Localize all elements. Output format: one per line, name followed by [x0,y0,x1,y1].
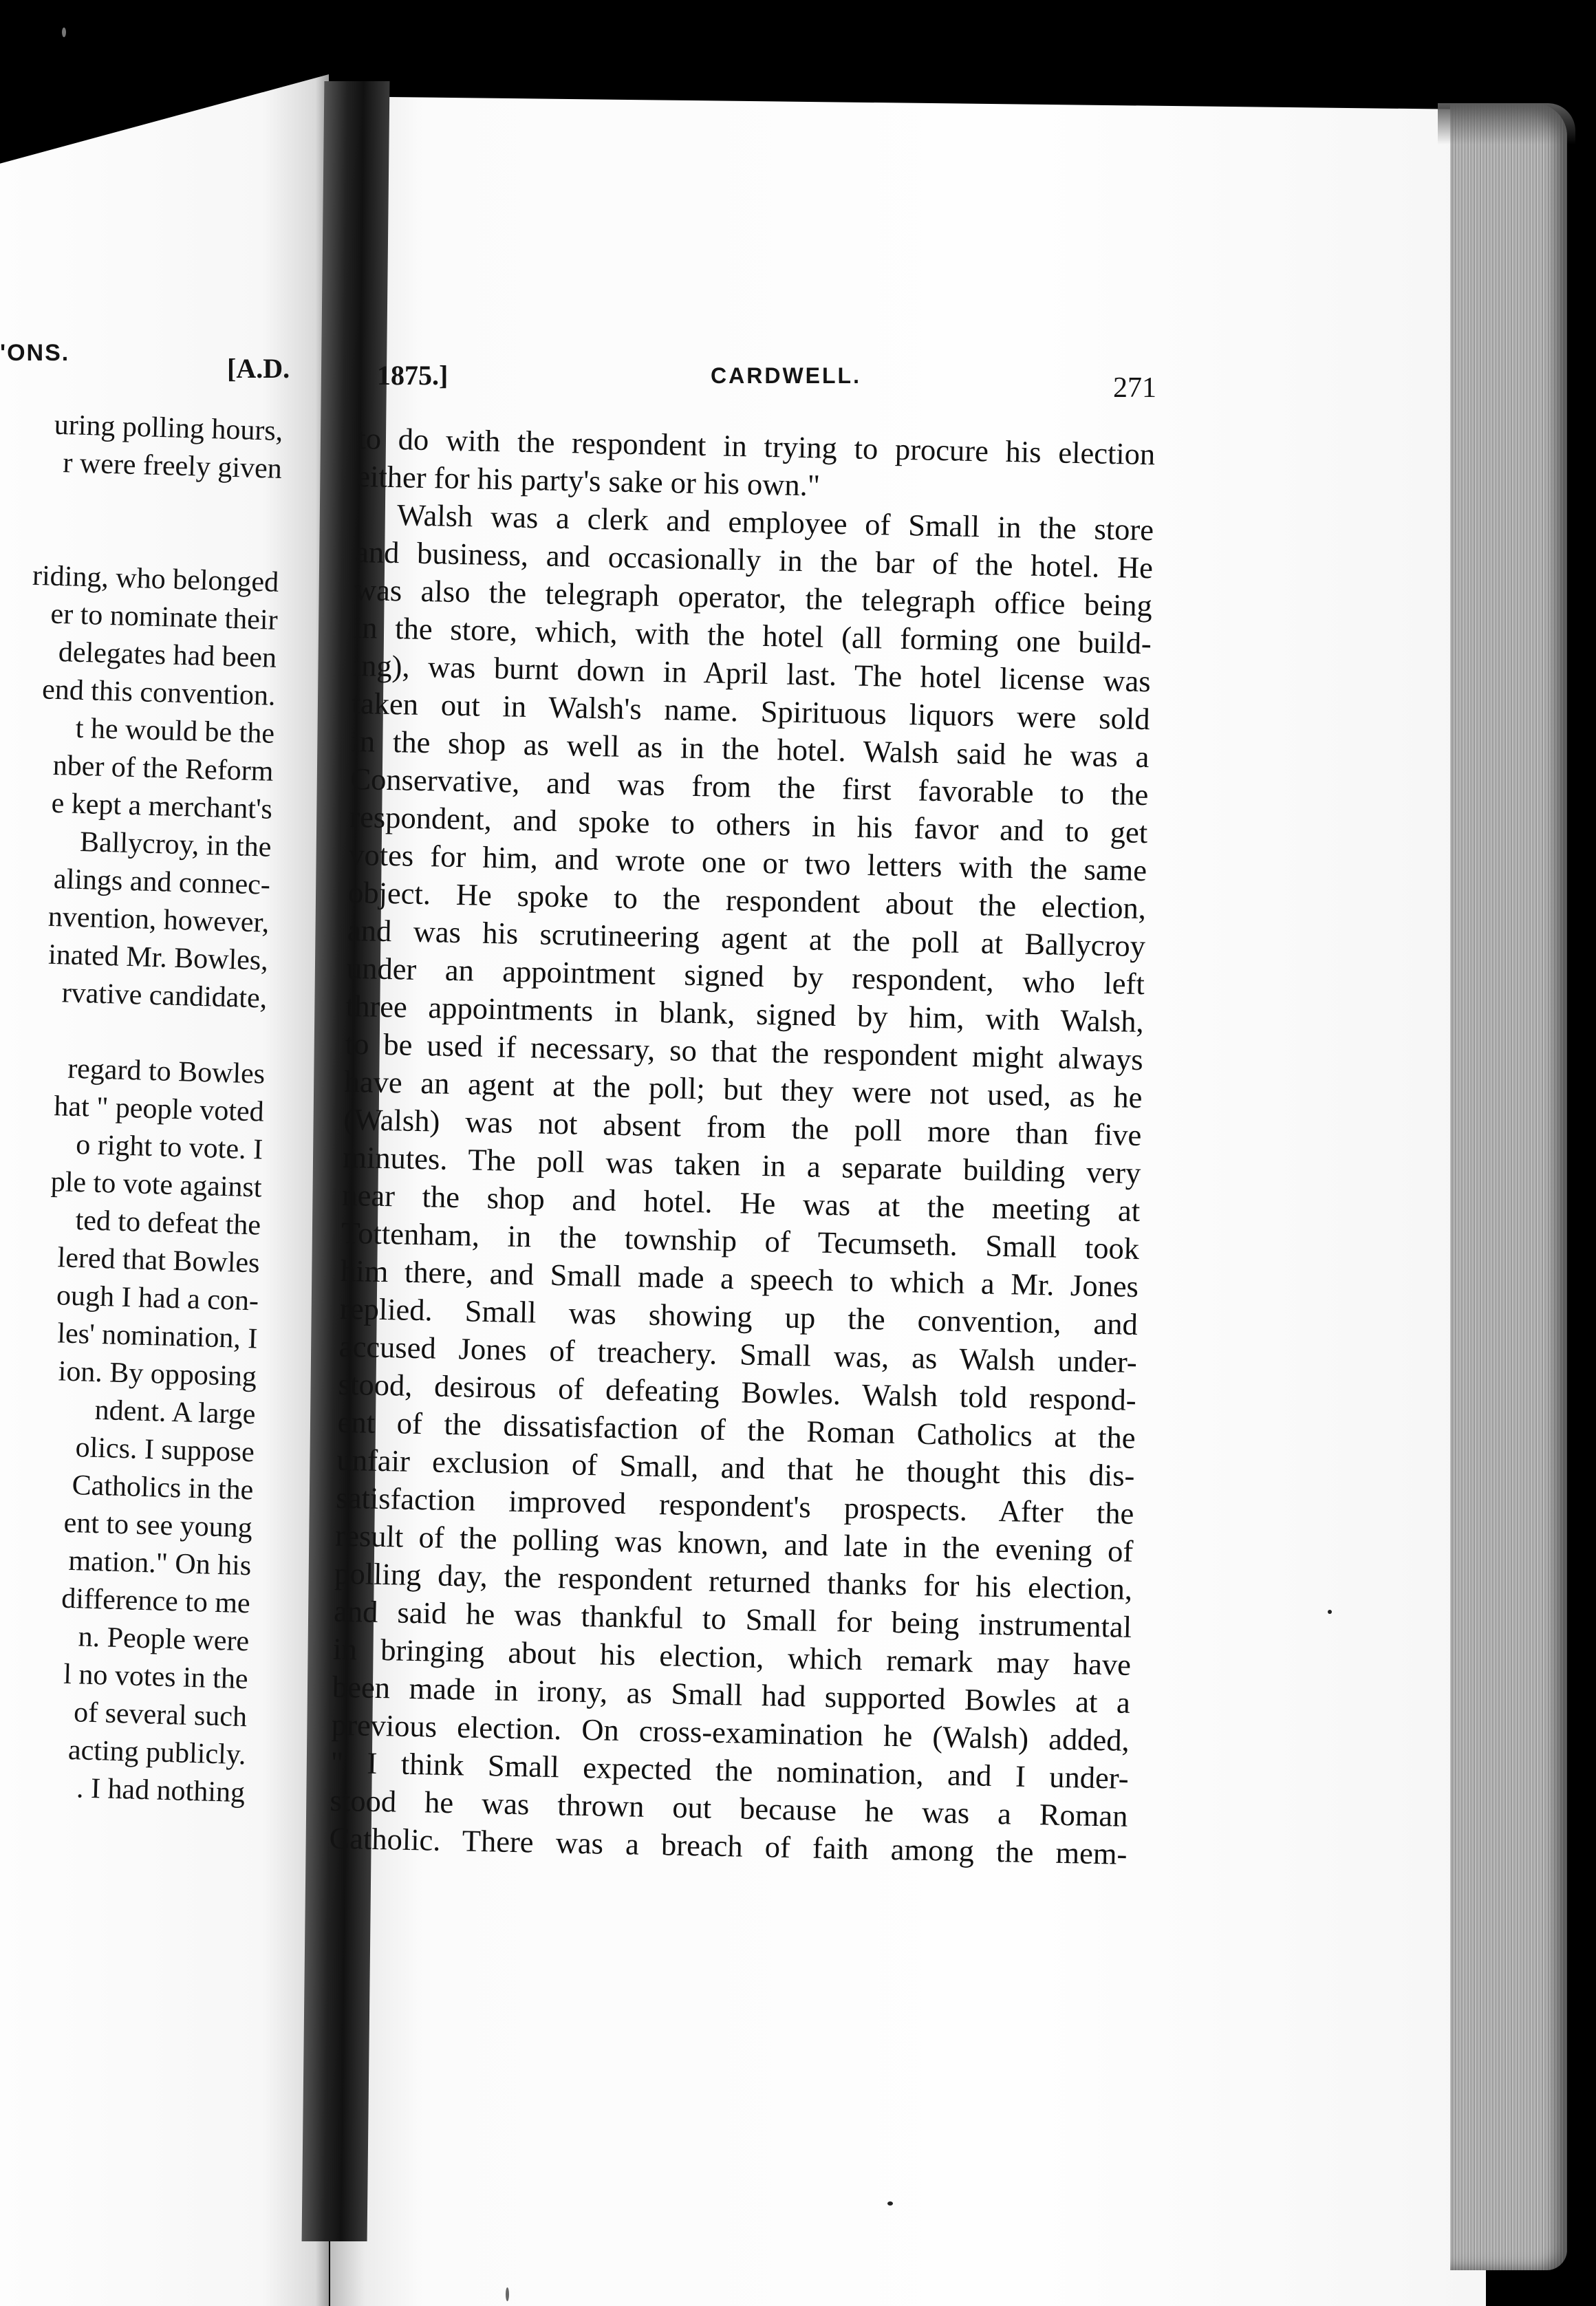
right-text-line: minutes. The poll was taken in a separate building very [342,1139,1141,1191]
left-text-line: r were freely given [62,447,283,485]
right-text-line: and was his scrutineering agent at the poll at Ballycroy [347,912,1146,964]
left-text-line: Catholics in the [72,1469,254,1507]
right-text-line: object. He spoke to the respondent about the election, [347,874,1147,926]
right-text-line: replied. Small was showing up the convention, and [339,1291,1139,1342]
left-text-line: nvention, however, [47,901,270,939]
left-text-line: o right to vote. I [75,1129,263,1166]
scan-speck [506,2287,509,2301]
right-text-line: Tottenham, in the township of Tecumseth. Small took [341,1215,1140,1267]
left-running-head-era: [A.D. [227,353,290,384]
right-text-line: to be used if necessary, so that the respondent might always [345,1026,1144,1077]
right-text-line: Conservative, and was from the first favorable to the [350,761,1149,812]
right-text-line: unfair exclusion of Small, and that he thought this dis- [336,1442,1135,1493]
right-text-line: taken out in Walsh's name. Spirituous liquors were sold [352,685,1150,737]
left-text-line: ple to vote against [50,1166,263,1204]
left-text-line: t he would be the [75,712,275,750]
right-running-head-year: 1875.] [377,360,449,391]
left-text-line: ted to defeat the [75,1205,261,1242]
left-text-line: ndent. A large [94,1394,256,1431]
right-text-line: and business, and occasionally in the bar of the hotel. He [354,534,1154,585]
right-text-line: him there, and Small made a speech to which a Mr. Jones [340,1253,1139,1304]
scan-speck [1328,1610,1332,1614]
fore-edge-shadow [1438,103,1575,144]
left-text-line: riding, who belonged [32,559,279,599]
left-text-line: inated Mr. Bowles, [47,938,269,977]
scan-speck [62,28,66,37]
right-text-line: in the shop as well as in the hotel. Walsh said he was a [351,723,1150,775]
left-text-line: ion. By opposing [58,1355,257,1393]
left-page-text [0,399,283,1812]
left-text-line: end this convention. [41,674,277,712]
right-text-line: was also the telegraph operator, the telegraph office being [354,572,1153,623]
left-text-line: . I had nothing [76,1772,246,1809]
right-text-line: votes for him, and wrote one or two letters with the same [348,837,1147,888]
left-text-line: rvative candidate, [61,977,268,1015]
right-text-line: polling day, the respondent returned thanks for his election, [334,1555,1133,1606]
right-text-line: Walsh was a clerk and employee of Small in the store [396,497,1154,548]
right-text-line: either for his party's sake or his own." [356,458,821,503]
left-text-line: er to nominate their [50,598,279,636]
right-text-line: result of the polling was known, and late in the evening of [334,1518,1134,1569]
left-text-line: delegates had been [58,636,277,674]
left-text-line: alings and connec- [53,863,271,901]
left-text-line: lered that Bowles [57,1242,261,1280]
left-text-line: difference to me [61,1582,251,1620]
left-text-line: ent to see young [63,1507,253,1544]
left-text-line: e kept a merchant's [51,787,273,826]
right-text-line: have an agent at the poll; but they were not used, as he [344,1064,1143,1115]
right-page-text [329,420,1156,1873]
page-number: 271 [1113,372,1156,404]
left-text-line: acting publicly. [67,1734,247,1771]
left-text-line: n. People were [78,1621,250,1658]
right-text-line: three appointments in blank, signed by him, with Walsh, [345,988,1145,1039]
right-text-line: stood, desirous of defeating Bowles. Walsh told respond- [338,1366,1137,1417]
left-text-line: les' nomination, I [56,1317,259,1355]
right-text-line: satisfaction improved respondent's prospects. After the [336,1480,1134,1531]
right-text-line: ent of the dissatisfaction of the Roman Catholics at the [337,1404,1136,1455]
left-text-line: mation." On his [67,1544,252,1582]
right-text-line: ing), was burnt down in April last. The hotel license was [352,647,1152,699]
left-text-line: olics. I suppose [75,1432,255,1469]
right-text-line: stood he was thrown out because he was a Roman [330,1782,1128,1833]
left-text-line: uring polling hours, [54,409,283,447]
right-text-line: near the shop and hotel. He was at the meeting at [341,1177,1141,1229]
page-fore-edge [1450,103,1567,2270]
left-text-line: of several such [73,1696,248,1734]
right-text-line: to do with the respondent in trying to procure his election [356,420,1156,472]
left-text-line: l no votes in the [63,1658,249,1696]
right-text-line: " I think Small expected the nomination, and I under- [330,1745,1130,1796]
left-text-line: regard to Bowles [67,1053,266,1090]
right-text-line: accused Jones of treachery. Small was, as Walsh under- [338,1328,1138,1380]
right-text-line: previous election. On cross-examination he (Walsh) added, [331,1707,1130,1758]
left-text-line: ough I had a con- [56,1280,259,1317]
right-text-line: and said he was thankful to Small for being instrumental [333,1593,1132,1644]
right-text-line: been made in irony, as Small had supported Bowles at a [332,1669,1131,1720]
left-text-line: hat " people voted [53,1090,265,1128]
scan-speck [887,2201,893,2206]
right-text-line: under an appointment signed by respondent, who left [346,950,1145,1002]
right-text-line: in the store, which, with the hotel (all forming one build- [353,610,1152,661]
right-text-line: in bringing about his election, which remark may have [332,1631,1132,1682]
left-text-line: Ballycroy, in the [79,826,272,863]
left-text-line: nber of the Reform [52,749,274,788]
right-running-head-title: CARDWELL. [711,363,861,388]
right-text-line: respondent, and spoke to others in his favor and to get [349,799,1148,850]
right-text-line: Catholic. There was a breach of faith among the mem- [329,1820,1128,1871]
right-text-line: (Walsh) was not absent from the poll more than five [343,1101,1142,1153]
left-running-head: 'ONS. [0,340,70,366]
